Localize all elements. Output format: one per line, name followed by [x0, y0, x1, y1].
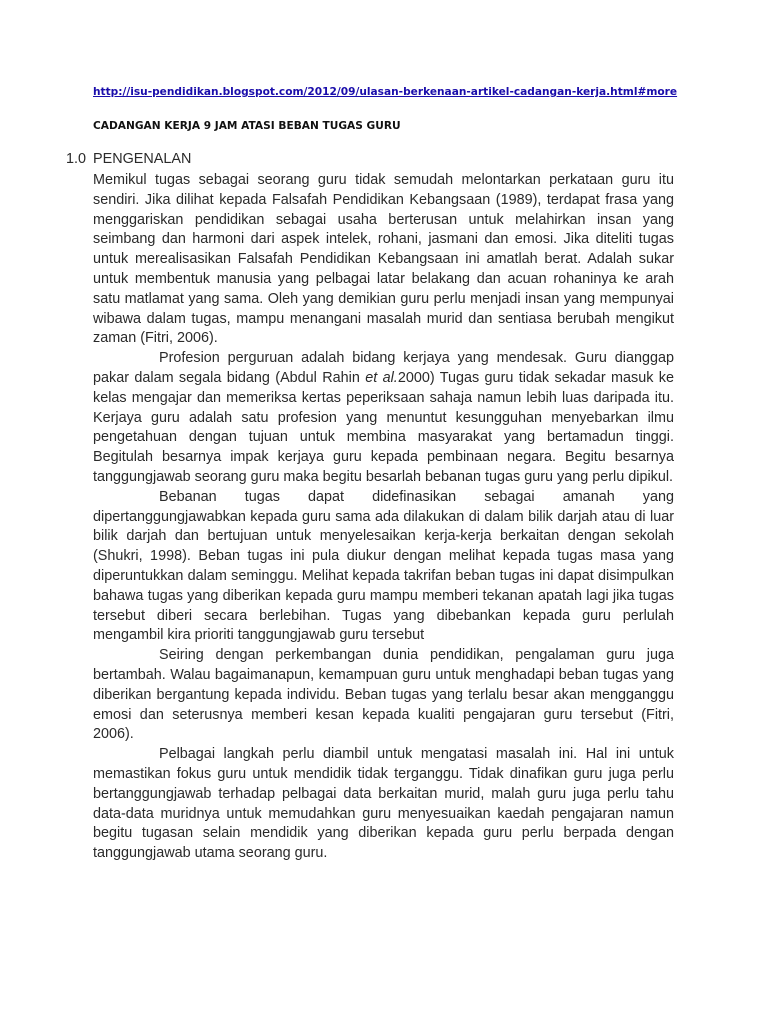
section-number: 1.0 [66, 151, 87, 167]
source-link[interactable]: http://isu-pendidikan.blogspot.com/2012/09/ulasan-berkenaan-artikel-cadangan-kerja.html#more [93, 86, 678, 98]
section-heading [66, 150, 191, 170]
paragraph-4: Seiring dengan perkembangan dunia pendidikan, pengalaman guru juga bertambah. Walau bagaimanapun, kemampuan guru untuk menghadapi beban tugas yang diberikan bergantung kepada individu. Beban tugas yang terlalu besar akan mengganggu emosi dan seterusnya memberi kesan kepada kualiti pengajaran guru tersebut (Fitri, 2006). [93, 647, 674, 743]
paragraph-2-italic: et al. [365, 369, 398, 386]
section-title: PENGENALAN [93, 151, 192, 167]
paragraph-1: Memikul tugas sebagai seorang guru tidak semudah melontarkan perkataan guru itu sendiri. Jika dilihat kepada Falsafah Pendidikan Kebangsaan (1989), terdapat frasa yang menggariskan pendidikan sebagai usaha berterusan untuk melahirkan insan yang seimbang dan harmoni dari aspek intelek, rohani, jasmani dan emosi. Jika diteliti tugas untuk merealisasikan Falsafah Pendidikan Kebangsaan ini amatlah berat. Adalah sukar untuk membentuk manusia yang pelbagai latar belakang dan acuan rohaninya ke arah satu matlamat yang sama. Oleh yang demikian guru perlu menjadi insan yang mempunyai wibawa dalam tugas, mampu menangani masalah murid dan sentiasa berubah mengikut zaman (Fitri, 2006). [93, 172, 674, 347]
paragraph-5: Pelbagai langkah perlu diambil untuk mengatasi masalah ini. Hal ini untuk memastikan fokus guru untuk mendidik tidak terganggu. Tidak dinafikan guru juga perlu bertanggungjawab terhadap pelbagai data berkaitan murid, malah guru juga perlu tahu data-data muridnya untuk memudahkan guru menyesuaikan kaedah pengajaran namun begitu tugasan selain mendidik yang diberikan kepada guru perlu berpada dengan tanggungjawab utama seorang guru. [93, 746, 674, 862]
paragraph-3: Bebanan tugas dapat didefinasikan sebagai amanah yang dipertanggungjawabkan kepada guru sama ada dilakukan di dalam bilik darjah atau di luar bilik darjah dan bertujuan untuk menyelesaikan kerja-kerja berkaitan dengan sekolah (Shukri, 1998). Beban tugas ini pula diukur dengan melihat kepada tugas masa yang diperuntukkan dalam seminggu. Melihat kepada takrifan beban tugas ini dapat disimpulkan bahawa tugas yang diberikan kepada guru mampu memberi tekanan apatah lagi jika tugas tersebut diberi secara berlebihan. Tugas yang dibebankan kepada guru perlulah mengambil kira prioriti tanggungjawab guru tersebut [93, 488, 674, 644]
document-title: CADANGAN KERJA 9 JAM ATASI BEBAN TUGAS GURU [93, 120, 401, 132]
paragraph-2 [93, 349, 674, 488]
body-text [93, 171, 674, 864]
paragraph-2-text-a: Profesion perguruan adalah bidang kerjaya yang mendesak. Guru dianggap pakar dalam segala bidang (Abdul Rahin [93, 350, 674, 386]
paragraph-2-text-b: 2000) Tugas guru tidak sekadar masuk ke kelas mengajar dan memeriksa kertas peperiksaan sahaja namun lebih luas daripada itu. Kerjaya guru adalah satu profesion yang menuntut kesungguhan menyebarkan ilmu pengetahuan dengan tujuan untuk membina masyarakat yang bertamadun tinggi. Begitulah besarnya impak kerjaya guru kepada pembinaan negara. Begitu besarnya tanggungjawab seorang guru maka begitu besarlah bebanan tugas guru yang perlu dipikul. [93, 369, 675, 485]
